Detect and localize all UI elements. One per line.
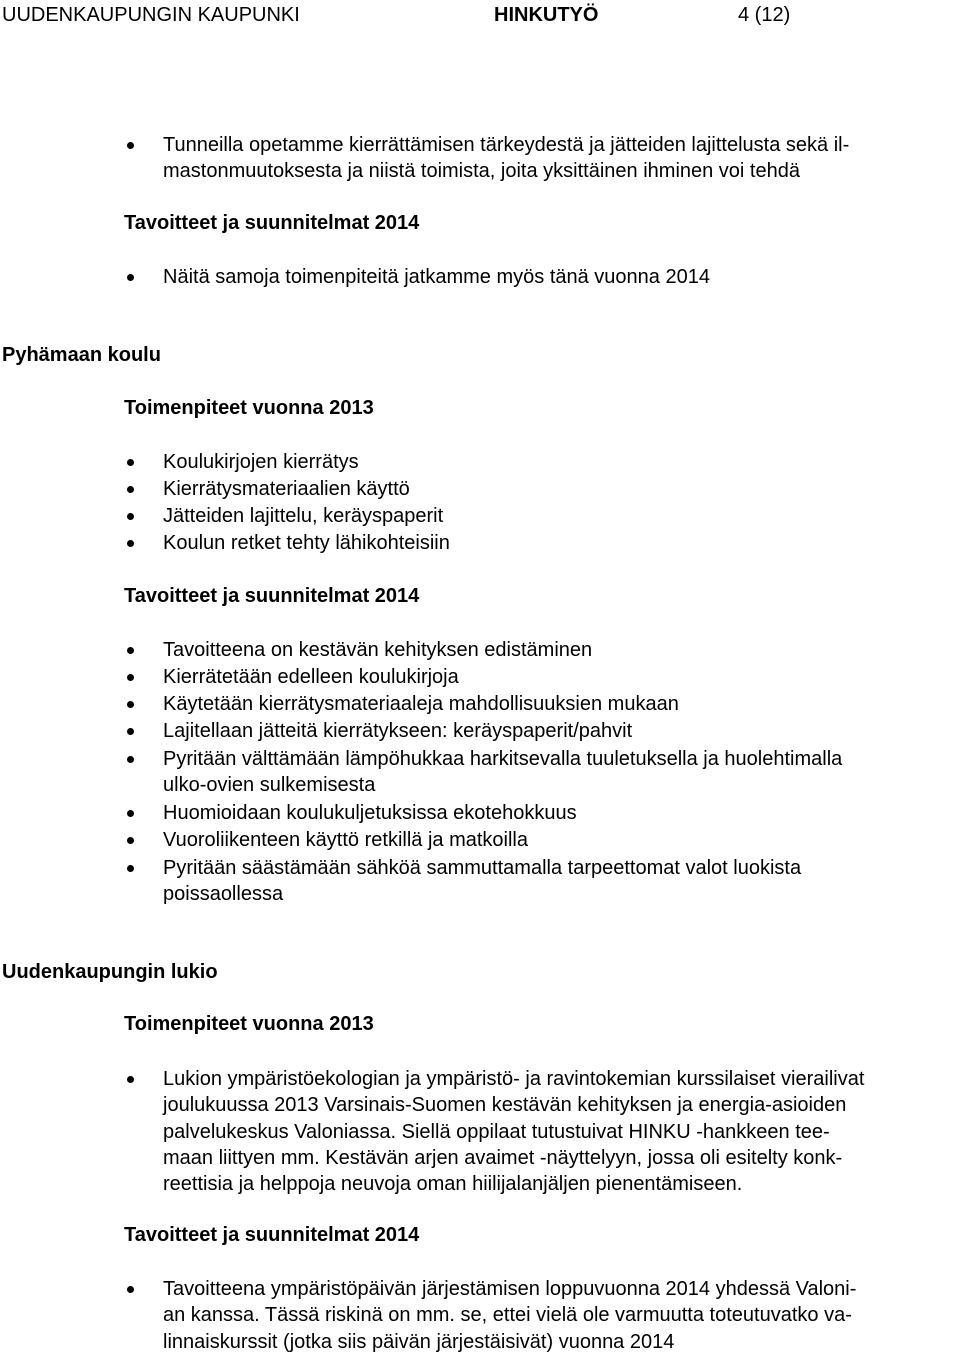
bullet-icon [127,540,134,547]
list-item-line: Pyritään säästämään sähköä sammuttamalla tarpeettomat valot luokista [163,857,802,879]
bullet-icon [127,756,134,763]
bullet-icon [127,674,134,681]
bullet-icon [127,486,134,493]
section-title-pyhamaan-koulu: Pyhämaan koulu [2,344,161,366]
bullet-icon [127,837,134,844]
goals-heading: Tavoitteet ja suunnitelmat 2014 [124,1224,420,1246]
list-item-line: poissaollessa [163,883,284,906]
list-item-line: Koulukirjojen kierrätys [163,451,359,473]
list-item-line: an kanssa. Tässä riskinä on mm. se, ettei vielä ole varmuutta toteutuvatko va- [163,1304,852,1327]
list-item-line: Tavoitteena on kestävän kehityksen edistäminen [163,639,593,661]
actions-heading: Toimenpiteet vuonna 2013 [124,397,374,419]
list-item-line: Kierrätysmateriaalien käyttö [163,478,410,500]
list-item-line: Vuoroliikenteen käyttö retkillä ja matkoilla [163,829,528,851]
goals-heading: Tavoitteet ja suunnitelmat 2014 [124,585,420,607]
list-item-line: ulko-ovien sulkemisesta [163,774,376,797]
bullet-icon [127,274,134,281]
bullet-icon [127,513,134,520]
list-item-line: Lukion ympäristöekologian ja ympäristö- ja ravintokemian kurssilaiset vierailivat [163,1068,865,1090]
list-item-line: Lajitellaan jätteitä kierrätykseen: keräyspaperit/pahvit [163,720,633,742]
list-item-line: Näitä samoja toimenpiteitä jatkamme myös tänä vuonna 2014 [163,266,710,288]
list-item-line: Pyritään välttämään lämpöhukkaa harkitsevalla tuuletuksella ja huolehtimalla [163,748,843,770]
list-item-line: mastonmuutoksesta ja niistä toimista, joita yksittäinen ihminen voi tehdä [163,160,800,183]
actions-heading: Toimenpiteet vuonna 2013 [124,1013,374,1035]
list-item-line: palvelukeskus Valoniassa. Siellä oppilaat tutustuivat HINKU -hankkeen tee- [163,1120,830,1143]
header-organization: UUDENKAUPUNGIN KAUPUNKI [2,4,300,26]
list-item-line: Tunneilla opetamme kierrättämisen tärkeydestä ja jätteiden lajittelusta sekä il- [163,134,850,156]
bullet-icon [127,728,134,735]
list-item-line: maan liittyen mm. Kestävän arjen avaimet -näyttelyyn, jossa oli esitelty konk- [163,1146,843,1169]
bullet-icon [127,459,134,466]
header-project-title: HINKUTYÖ [494,4,599,26]
bullet-icon [127,647,134,654]
page-header [0,0,960,30]
list-item-line: Tavoitteena ympäristöpäivän järjestämisen loppuvuonna 2014 yhdessä Valoni- [163,1278,857,1300]
list-item-line: Käytetään kierrätysmateriaaleja mahdollisuuksien mukaan [163,693,679,715]
header-page-number: 4 (12) [738,4,791,26]
section-title-uudenkaupungin-lukio: Uudenkaupungin lukio [2,961,218,983]
bullet-icon [127,142,134,149]
bullet-icon [127,1076,134,1083]
list-item-line: joulukuussa 2013 Varsinais-Suomen kestävän kehityksen ja energia-asioiden [163,1094,847,1117]
bullet-icon [127,1286,134,1293]
goals-heading: Tavoitteet ja suunnitelmat 2014 [124,212,420,234]
list-item-line: Huomioidaan koulukuljetuksissa ekotehokkuus [163,802,577,824]
list-item-line: Kierrätetään edelleen koulukirjoja [163,666,459,688]
list-item-line: Koulun retket tehty lähikohteisiin [163,532,450,554]
bullet-icon [127,810,134,817]
bullet-icon [127,701,134,708]
list-item-line: Jätteiden lajittelu, keräyspaperit [163,505,444,527]
list-item-line: linnaiskurssit (jotka siis päivän järjestäisivät) vuonna 2014 [163,1330,675,1353]
list-item-line: reettisia ja helppoja neuvoja oman hiilijalanjäljen pienentämiseen. [163,1173,743,1196]
bullet-icon [127,865,134,872]
